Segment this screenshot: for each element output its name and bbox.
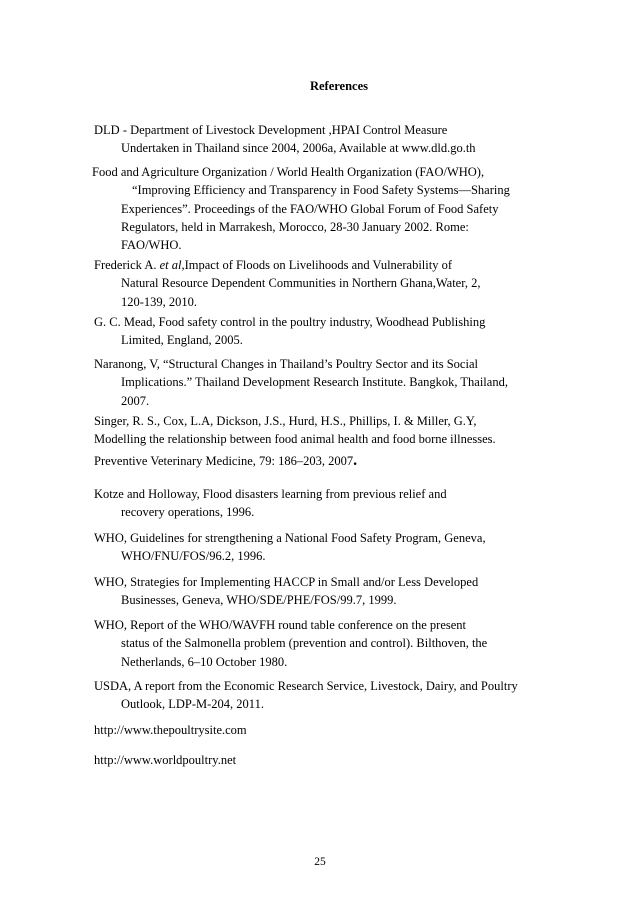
reference-line: Natural Resource Dependent Communities in Northern Ghana,Water, 2,: [121, 276, 481, 291]
reference-entry-mead: [94, 313, 554, 350]
reference-entry-kotze: [94, 485, 554, 522]
reference-end-mark: .: [353, 451, 358, 469]
page-number: 25: [314, 856, 326, 868]
reference-url[interactable]: http://www.thepoultrysite.com: [94, 723, 247, 737]
reference-line: WHO, Guidelines for strengthening a National Food Safety Program, Geneva,: [94, 531, 486, 545]
reference-entry-usda: [94, 677, 554, 714]
reference-line: [94, 452, 554, 470]
reference-entry-who-wavfh: [94, 616, 554, 671]
reference-line: Outlook, LDP-M-204, 2011.: [121, 697, 264, 712]
reference-line: Singer, R. S., Cox, L.A, Dickson, J.S., Hurd, H.S., Phillips, I. & Miller, G.Y,: [94, 414, 477, 428]
reference-line: Regulators, held in Marrakesh, Morocco, 28-30 January 2002. Rome:: [121, 219, 469, 234]
reference-entry-frederick: [94, 256, 554, 311]
reference-line: WHO/FNU/FOS/96.2, 1996.: [121, 549, 266, 564]
reference-line: Implications.” Thailand Development Research Institute. Bangkok, Thailand,: [121, 375, 508, 390]
reference-line: status of the Salmonella problem (prevention and control). Bilthoven, the: [121, 636, 488, 651]
reference-line: 2007.: [121, 393, 150, 408]
reference-line: USDA, A report from the Economic Research Service, Livestock, Dairy, and Poultry: [94, 679, 518, 693]
reference-author: Frederick A.: [94, 258, 160, 272]
reference-line: Naranong, V, “Structural Changes in Thailand’s Poultry Sector and its Social: [94, 357, 478, 371]
reference-line: recovery operations, 1996.: [121, 505, 255, 520]
reference-line: WHO, Report of the WHO/WAVFH round table conference on the present: [94, 618, 467, 632]
reference-line: Limited, England, 2005.: [121, 333, 243, 348]
reference-line: Experiences”. Proceedings of the FAO/WHO Global Forum of Food Safety: [121, 201, 499, 216]
reference-line: [94, 256, 554, 274]
reference-line: DLD - Department of Livestock Development ,HPAI Control Measure: [94, 123, 448, 137]
reference-etal: et al: [159, 258, 182, 272]
reference-entry-fao-who: [92, 163, 552, 254]
reference-entry-who-guidelines: [94, 529, 554, 566]
reference-line: “Improving Efficiency and Transparency in Food Safety Systems—Sharing: [132, 183, 510, 198]
reference-entry-url-poultrysite: [94, 721, 554, 739]
reference-line: Kotze and Holloway, Flood disasters learning from previous relief and: [94, 487, 447, 501]
reference-line: Businesses, Geneva, WHO/SDE/PHE/FOS/99.7, 1999.: [121, 593, 397, 608]
reference-entry-naranong: [94, 355, 554, 410]
reference-entry-who-haccp: [94, 573, 554, 610]
reference-entry-singer: [94, 412, 554, 470]
reference-line: Modelling the relationship between food animal health and food borne illnesses.: [94, 432, 496, 447]
reference-entry-dld: [94, 121, 554, 158]
reference-line-text: Preventive Veterinary Medicine, 79: 186–203, 2007: [94, 453, 354, 468]
reference-line: G. C. Mead, Food safety control in the poultry industry, Woodhead Publishing: [94, 315, 486, 329]
reference-url[interactable]: http://www.worldpoultry.net: [94, 753, 237, 767]
reference-line: Undertaken in Thailand since 2004, 2006a, Available at www.dld.go.th: [121, 141, 476, 156]
reference-line: WHO, Strategies for Implementing HACCP in Small and/or Less Developed: [94, 575, 479, 589]
reference-line: 120-139, 2010.: [121, 294, 198, 309]
reference-line: FAO/WHO.: [121, 238, 182, 253]
references-heading: References: [309, 79, 369, 93]
reference-title: ,Impact of Floods on Livelihoods and Vulnerability of: [181, 258, 452, 272]
reference-entry-url-worldpoultry: [94, 751, 554, 769]
reference-line: Netherlands, 6–10 October 1980.: [121, 654, 288, 669]
reference-line: Food and Agriculture Organization / World Health Organization (FAO/WHO),: [92, 165, 485, 179]
